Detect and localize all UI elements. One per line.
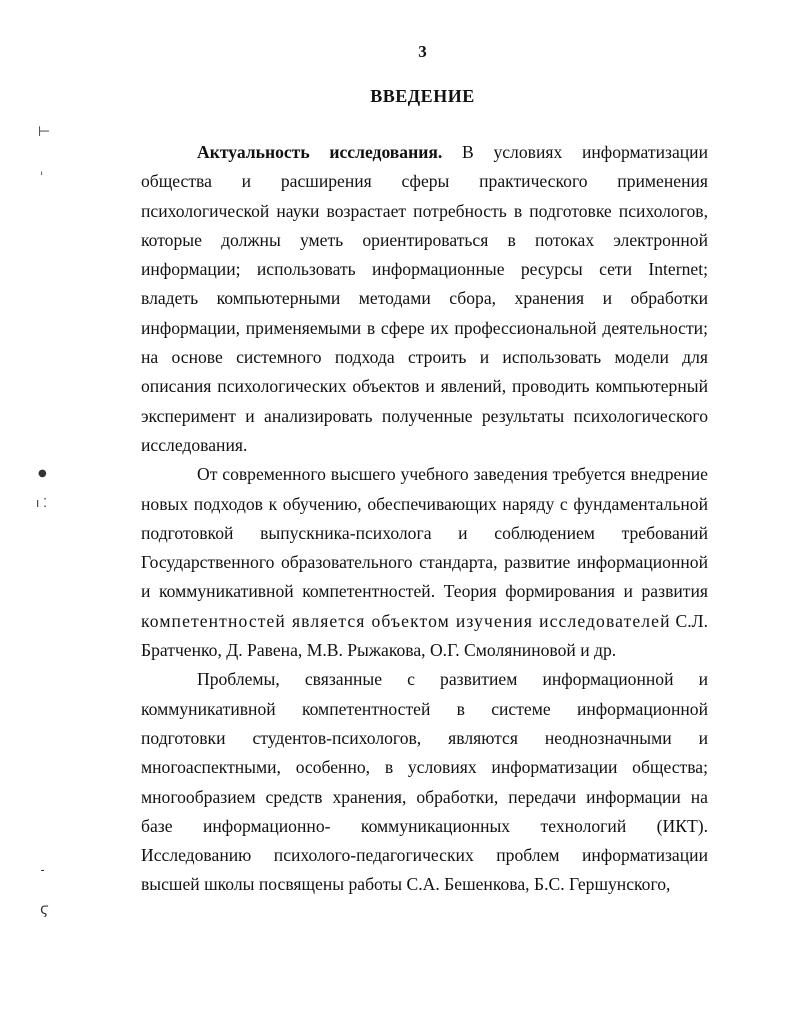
scan-speck: ●	[38, 468, 47, 479]
paragraph-text: Проблемы, связанные с развитием информационной и коммуникативной компетентностей в системе информационной подготовки студентов-психологов, являются неоднозначными и многоаспектными, особенно, в условиях информатизации общества; многообразием средств хранения, обработки, передачи информации на базе информационно- коммуникационных технологий (ИКТ). Исследованию психолого-педагогических проблем информатизации высшей школы посвящены работы С.А. Бешенкова, Б.С. Гершунского,	[141, 669, 708, 895]
paragraph-text: От современного высшего учебного заведения требуется внедрение новых подходов к обучению, обеспечивающих наряду с фундаментальной подготовкой выпускника-психолога и соблюдением требований Государственного образовательного стандарта, развитие информационной и коммуникативной компетентностей. Теория формирования и развития	[141, 464, 708, 602]
page-number: 3	[418, 42, 427, 61]
paragraph-tail: С.Л. Братченко, Д. Равена, М.В. Рыжакова, О.Г. Смоляниновой и др.	[141, 610, 709, 661]
paragraph-spaced-line: компетентностей является объектом изучения исследователей	[141, 610, 671, 631]
scan-speck: ı ⁚	[36, 496, 47, 510]
document-body	[141, 138, 708, 900]
paragraph-lead: Актуальность исследования.	[197, 142, 443, 162]
scan-speck: ϛ	[40, 900, 49, 918]
paragraph-relevance	[141, 138, 708, 460]
scan-speck: ⁃	[40, 866, 45, 877]
paragraph-university	[141, 460, 708, 665]
paragraph-problems	[141, 665, 708, 899]
scan-speck: ˌ	[40, 162, 44, 176]
scan-speck: ⊢	[38, 124, 51, 140]
paragraph-text: В условиях информатизации общества и расширения сферы практического применения психологической науки возрастает потребность в подготовке психологов, которые должны уметь ориентироваться в потоках электронной информации; использовать информационные ресурсы сети Internet; владеть компьютерными методами сбора, хранения и обработки информации, применяемыми в сфере их профессиональной деятельности; на основе системного подхода строить и использовать модели для описания психологических объектов и явлений, проводить компьютерный эксперимент и анализировать полученные результаты психологического исследования.	[141, 142, 708, 455]
page-title: ВВЕДЕНИЕ	[370, 86, 475, 106]
